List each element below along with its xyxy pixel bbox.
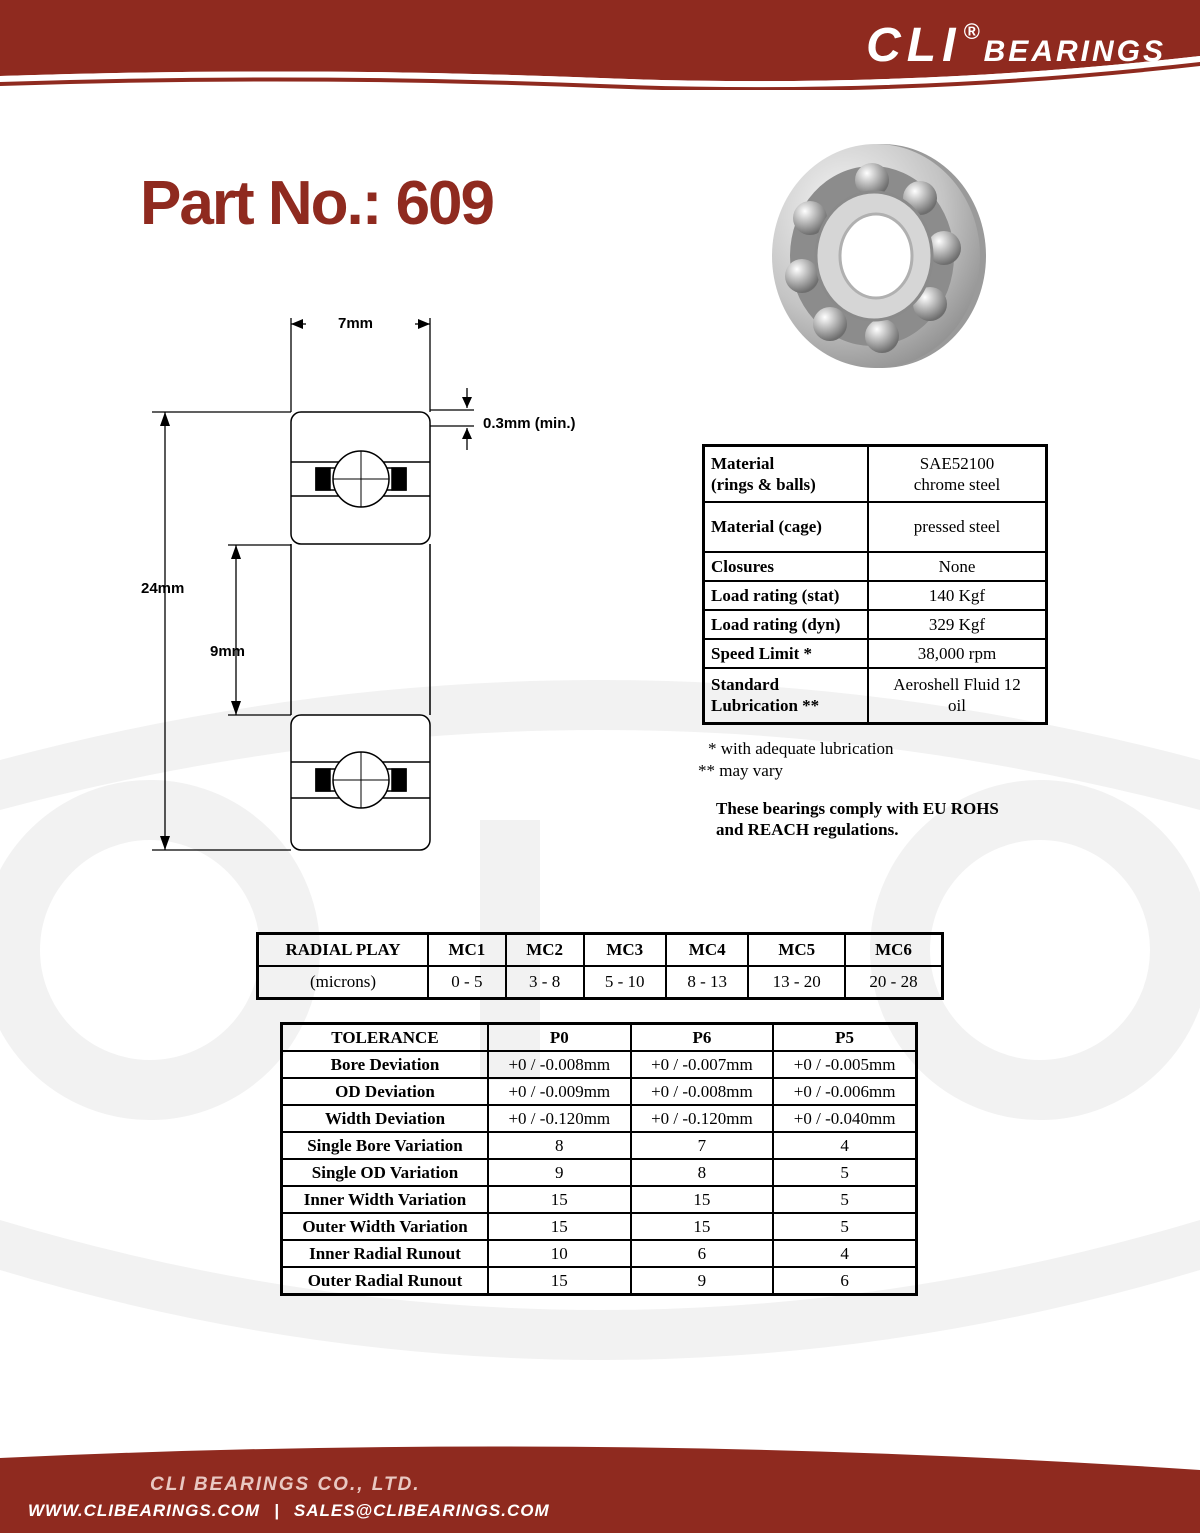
tolerance-value: 15: [488, 1213, 631, 1240]
spec-value: None: [868, 552, 1047, 581]
bearing-drawing: [130, 300, 610, 870]
tolerance-value: +0 / -0.005mm: [773, 1051, 916, 1078]
tolerance-value: 5: [773, 1213, 916, 1240]
tolerance-key: Inner Width Variation: [282, 1186, 489, 1213]
spec-value: 38,000 rpm: [868, 639, 1047, 668]
radial-header-row: [258, 934, 943, 967]
tolerance-key: Width Deviation: [282, 1105, 489, 1132]
tolerance-value: 4: [773, 1240, 916, 1267]
footer-contact: [28, 1501, 550, 1521]
radial-header-cell: MC4: [666, 934, 748, 967]
outer-diameter-label: 24mm: [141, 580, 185, 597]
radial-header-cell: MC1: [428, 934, 506, 967]
radial-play-table: [256, 932, 944, 1000]
tolerance-value: +0 / -0.040mm: [773, 1105, 916, 1132]
spec-value: 140 Kgf: [868, 581, 1047, 610]
radial-header-cell: MC2: [506, 934, 584, 967]
radial-values-row: [258, 966, 943, 999]
tolerance-value: +0 / -0.009mm: [488, 1078, 631, 1105]
tolerance-header-cell: P5: [773, 1024, 916, 1052]
spec-row: [704, 502, 1047, 552]
logo-text: CLI: [866, 19, 962, 72]
footer-company-name: CLI BEARINGS CO., LTD.: [150, 1474, 421, 1495]
tolerance-key: OD Deviation: [282, 1078, 489, 1105]
spec-value: SAE52100 chrome steel: [868, 446, 1047, 502]
radial-value-cell: 8 - 13: [666, 966, 748, 999]
tolerance-value: 9: [488, 1159, 631, 1186]
bore-diameter-label: 9mm: [210, 643, 246, 660]
spec-row: [704, 610, 1047, 639]
bearing-photo: [760, 140, 992, 372]
spec-row: [704, 446, 1047, 502]
spec-key: Load rating (dyn): [704, 610, 869, 639]
email-link[interactable]: SALES@CLIBEARINGS.COM: [293, 1501, 550, 1520]
tolerance-value: 10: [488, 1240, 631, 1267]
width-dimension-label: 7mm: [338, 315, 374, 332]
tolerance-header-cell: P6: [631, 1024, 774, 1052]
spec-key: Material (rings & balls): [704, 446, 869, 502]
tolerance-value: 6: [773, 1267, 916, 1295]
spec-key: Closures: [704, 552, 869, 581]
tolerance-row: [282, 1186, 917, 1213]
tolerance-table: [280, 1022, 918, 1296]
brand-logo: [866, 18, 1166, 73]
radial-header-cell: MC3: [584, 934, 666, 967]
tolerance-key: Single Bore Variation: [282, 1132, 489, 1159]
footnote-lubrication: * with adequate lubrication: [708, 739, 894, 758]
tolerance-value: 8: [631, 1159, 774, 1186]
logo-subtext: BEARINGS: [983, 35, 1166, 68]
spec-row: [704, 552, 1047, 581]
compliance-statement: These bearings comply with EU ROHS and REACH regulations.: [716, 799, 999, 839]
tolerance-header-row: [282, 1024, 917, 1052]
chamfer-dimension-label: 0.3mm (min.): [483, 415, 576, 432]
tolerance-key: Outer Radial Runout: [282, 1267, 489, 1295]
tolerance-value: 9: [631, 1267, 774, 1295]
spec-value: Aeroshell Fluid 12 oil: [868, 668, 1047, 724]
tolerance-value: 15: [488, 1186, 631, 1213]
tolerance-key: Bore Deviation: [282, 1051, 489, 1078]
spec-row: [704, 639, 1047, 668]
tolerance-key: Outer Width Variation: [282, 1213, 489, 1240]
tolerance-row: [282, 1213, 917, 1240]
tolerance-header-cell: TOLERANCE: [282, 1024, 489, 1052]
footer-separator: |: [274, 1501, 280, 1520]
tolerance-value: +0 / -0.008mm: [631, 1078, 774, 1105]
radial-value-cell: (microns): [258, 966, 429, 999]
spec-row: [704, 581, 1047, 610]
spec-value: pressed steel: [868, 502, 1047, 552]
radial-value-cell: 3 - 8: [506, 966, 584, 999]
tolerance-value: +0 / -0.006mm: [773, 1078, 916, 1105]
radial-header-cell: MC5: [748, 934, 845, 967]
website-link[interactable]: WWW.CLIBEARINGS.COM: [28, 1501, 261, 1520]
tolerance-value: 15: [631, 1186, 774, 1213]
spec-key: Standard Lubrication **: [704, 668, 869, 724]
radial-value-cell: 5 - 10: [584, 966, 666, 999]
footnote-may-vary: ** may vary: [698, 761, 783, 780]
tolerance-row: [282, 1051, 917, 1078]
tolerance-value: +0 / -0.120mm: [631, 1105, 774, 1132]
tolerance-value: 15: [631, 1213, 774, 1240]
tolerance-value: 4: [773, 1132, 916, 1159]
spec-key: Material (cage): [704, 502, 869, 552]
spec-table: [702, 444, 1048, 725]
page-title: Part No.: 609: [140, 169, 494, 238]
tolerance-row: [282, 1105, 917, 1132]
tolerance-row: [282, 1159, 917, 1186]
tolerance-key: Inner Radial Runout: [282, 1240, 489, 1267]
tolerance-value: 8: [488, 1132, 631, 1159]
radial-value-cell: 20 - 28: [845, 966, 942, 999]
tolerance-value: 5: [773, 1159, 916, 1186]
tolerance-value: 6: [631, 1240, 774, 1267]
radial-header-cell: MC6: [845, 934, 942, 967]
spec-key: Load rating (stat): [704, 581, 869, 610]
spec-row: [704, 668, 1047, 724]
tolerance-row: [282, 1240, 917, 1267]
spec-key: Speed Limit *: [704, 639, 869, 668]
spec-value: 329 Kgf: [868, 610, 1047, 639]
logo-registered-mark: ®: [963, 19, 980, 44]
tolerance-value: +0 / -0.120mm: [488, 1105, 631, 1132]
tolerance-row: [282, 1132, 917, 1159]
tolerance-value: 5: [773, 1186, 916, 1213]
tolerance-key: Single OD Variation: [282, 1159, 489, 1186]
radial-value-cell: 0 - 5: [428, 966, 506, 999]
tolerance-row: [282, 1267, 917, 1295]
tolerance-value: +0 / -0.008mm: [488, 1051, 631, 1078]
radial-value-cell: 13 - 20: [748, 966, 845, 999]
radial-header-cell: RADIAL PLAY: [258, 934, 429, 967]
tolerance-row: [282, 1078, 917, 1105]
tolerance-value: 7: [631, 1132, 774, 1159]
tolerance-header-cell: P0: [488, 1024, 631, 1052]
tolerance-value: +0 / -0.007mm: [631, 1051, 774, 1078]
tolerance-value: 15: [488, 1267, 631, 1295]
